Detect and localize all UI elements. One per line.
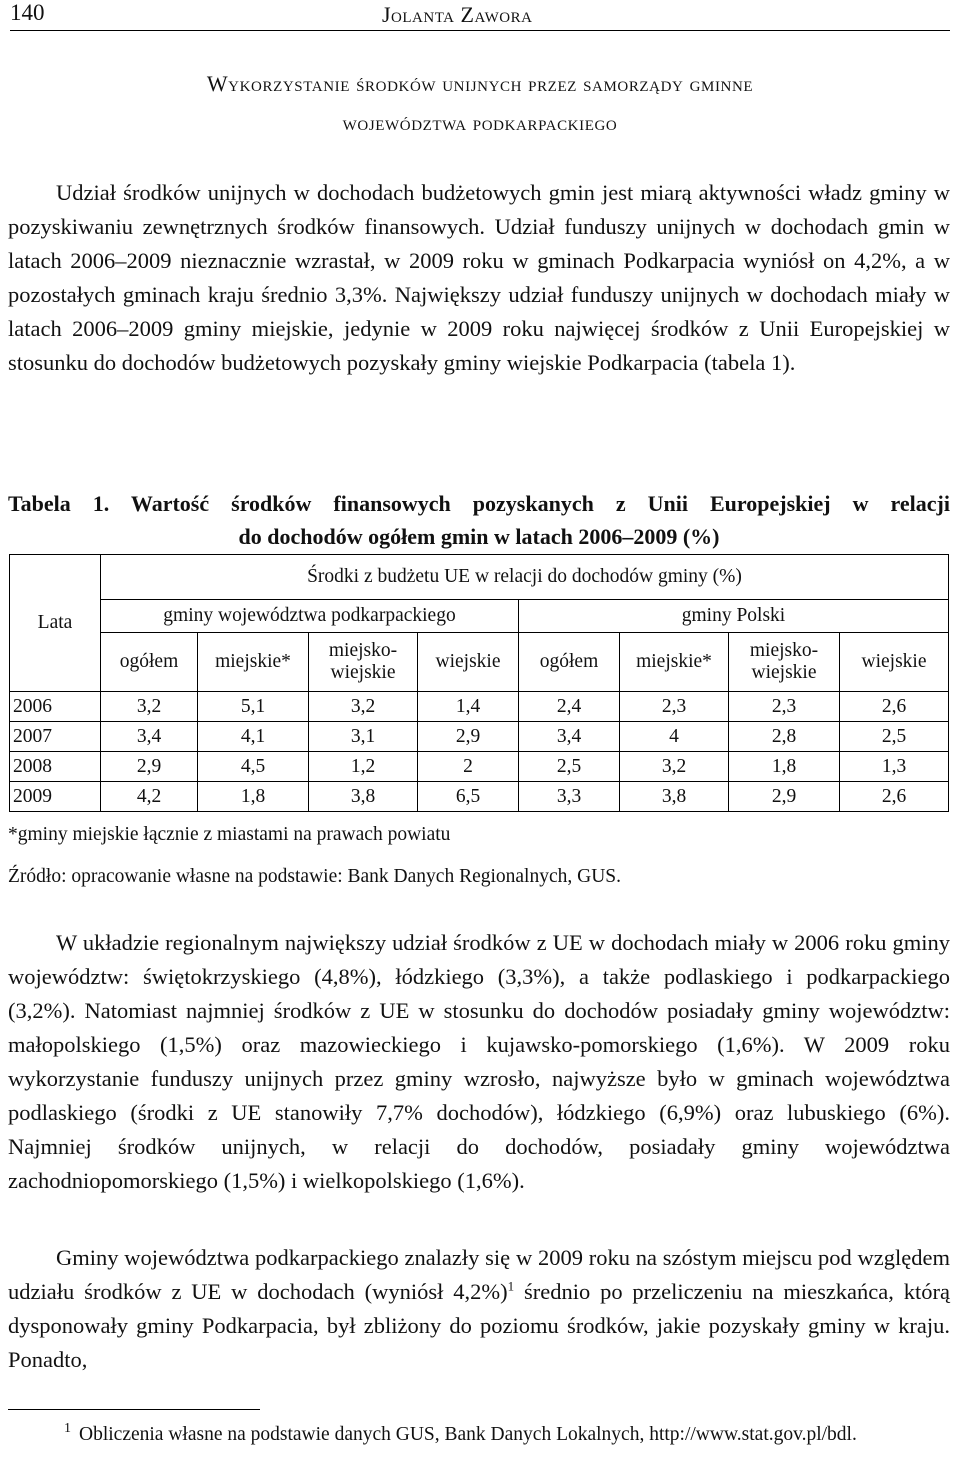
table-cell: 5,1 bbox=[198, 692, 309, 722]
table-cell: 2,6 bbox=[840, 782, 949, 812]
table-note: *gminy miejskie łącznie z miastami na prawach powiatu bbox=[8, 824, 451, 845]
table-cell: 1,4 bbox=[418, 692, 519, 722]
table-cell: 3,8 bbox=[309, 782, 418, 812]
table-row bbox=[10, 722, 949, 752]
footnote bbox=[8, 1418, 950, 1454]
table-source: Źródło: opracowanie własne na podstawie: Bank Danych Regionalnych, GUS. bbox=[8, 866, 622, 887]
running-head bbox=[10, 0, 950, 31]
table-cell: 6,5 bbox=[418, 782, 519, 812]
col-header: wiejskie bbox=[840, 633, 949, 692]
table-caption bbox=[8, 487, 950, 553]
paragraph-regional-text: W układzie regionalnym największy udział środków z UE w dochodach miały w 2006 roku gminy województw: świętokrzyskiego (4,8%), łódzkiego (3,3%), a także podlaskiego i podkarpackiego (3,2%). Natomiast najmniej środków z UE w stosunku do dochodów posiadały gminy województw: małopolskiego (1,5%) oraz mazowieckiego i kujawsko-pomorskiego (1,6%). W 2009 roku wykorzystanie funduszy unijnych przez gminy wzrosło, najwyższe było w gminach województwa podlaskiego (środki z UE stanowiły 7,7% dochodów), łódzkiego (6,9%) oraz lubuskiego (6%). Najmniej środków unijnych, w relacji do dochodów, posiadały gminy województwa zachodniopomorskiego (1,5%) i wielkopolskiego (1,6%). bbox=[8, 930, 950, 1193]
table-cell: 3,1 bbox=[309, 722, 418, 752]
table-cell: 2,9 bbox=[418, 722, 519, 752]
table-caption-line-2: do dochodów ogółem gmin w latach 2006–2009 (%) bbox=[238, 524, 720, 549]
col-header: miejsko-wiejskie bbox=[309, 633, 418, 692]
section-title-line-1: Wykorzystanie środków unijnych przez samorządy gminne bbox=[206, 71, 754, 96]
table-cell: 1,8 bbox=[729, 752, 840, 782]
table-cell: 1,3 bbox=[840, 752, 949, 782]
table-cell: 3,2 bbox=[101, 692, 198, 722]
paragraph-podkarpacie-start: Gminy województwa podkarpackiego znalazły się w 2009 roku na szóstym miejscu pod względem udziału środków z UE w dochodach (wyniósł 4,2%) bbox=[8, 1245, 950, 1304]
paragraph-podkarpacie-end: średnio po przeliczeniu na mieszkańca, którą dysponowały gminy Podkarpacia, był zbliżony do poziomu środków, jakie pozyskały gminy w kraju. Ponadto, bbox=[8, 1279, 950, 1372]
table-cell: 2,5 bbox=[840, 722, 949, 752]
col-header: miejskie* bbox=[620, 633, 729, 692]
table-group-row bbox=[10, 600, 949, 633]
table-cell: 2,4 bbox=[519, 692, 620, 722]
footnote-rule bbox=[8, 1409, 260, 1410]
table-cell: 2 bbox=[418, 752, 519, 782]
col-header: ogółem bbox=[519, 633, 620, 692]
super-header: Środki z budżetu UE w relacji do dochodów gminy (%) bbox=[101, 555, 949, 600]
table-cell-year: 2006 bbox=[10, 692, 101, 722]
table-cell: 2,9 bbox=[101, 752, 198, 782]
table-cell: 4,2 bbox=[101, 782, 198, 812]
table-cell-year: 2008 bbox=[10, 752, 101, 782]
col-header: miejskie* bbox=[198, 633, 309, 692]
col-header: miejsko-wiejskie bbox=[729, 633, 840, 692]
page-number: 140 bbox=[10, 0, 45, 25]
table-cell-year: 2007 bbox=[10, 722, 101, 752]
running-head-author: Jolanta Zawora bbox=[382, 2, 533, 27]
col-header: ogółem bbox=[101, 633, 198, 692]
intro-paragraph bbox=[8, 176, 950, 380]
col-header: wiejskie bbox=[418, 633, 519, 692]
table-cell: 2,9 bbox=[729, 782, 840, 812]
table-row bbox=[10, 752, 949, 782]
table-cell: 2,6 bbox=[840, 692, 949, 722]
footnote-number: 1 bbox=[64, 1421, 71, 1436]
table-cell: 2,5 bbox=[519, 752, 620, 782]
table-cell: 1,2 bbox=[309, 752, 418, 782]
section-title-line-2: województwa podkarpackiego bbox=[342, 110, 618, 135]
table-cell: 3,4 bbox=[101, 722, 198, 752]
group-header-polska: gminy Polski bbox=[519, 600, 949, 633]
col-header-lata: Lata bbox=[10, 555, 101, 692]
paragraph-podkarpacie-text bbox=[8, 1241, 950, 1377]
table-cell: 2,8 bbox=[729, 722, 840, 752]
table-cell: 3,4 bbox=[519, 722, 620, 752]
table-cell: 2,3 bbox=[729, 692, 840, 722]
table-cell: 3,3 bbox=[519, 782, 620, 812]
table-cell: 3,8 bbox=[620, 782, 729, 812]
table-header-row bbox=[10, 555, 949, 600]
table-row bbox=[10, 782, 949, 812]
table-cell: 2,3 bbox=[620, 692, 729, 722]
group-header-podkarpackie: gminy województwa podkarpackiego bbox=[101, 600, 519, 633]
data-table bbox=[9, 554, 949, 812]
table-cell: 4,5 bbox=[198, 752, 309, 782]
table-caption-line-1: Tabela 1. Wartość środków finansowych pozyskanych z Unii Europejskiej w relacji bbox=[8, 491, 950, 516]
footnote-text: Obliczenia własne na podstawie danych GUS, Bank Danych Lokalnych, http://www.stat.gov.pl/bdl. bbox=[79, 1424, 857, 1445]
table-cell: 1,8 bbox=[198, 782, 309, 812]
table-cell: 4,1 bbox=[198, 722, 309, 752]
paragraph-regional bbox=[8, 926, 950, 1198]
footnote-reference[interactable]: 1 bbox=[507, 1278, 515, 1294]
table-cell: 3,2 bbox=[309, 692, 418, 722]
table-subheader-row bbox=[10, 633, 949, 692]
table-cell-year: 2009 bbox=[10, 782, 101, 812]
table-cell: 4 bbox=[620, 722, 729, 752]
table-cell: 3,2 bbox=[620, 752, 729, 782]
table-row bbox=[10, 692, 949, 722]
paragraph-podkarpacie bbox=[8, 1241, 950, 1377]
intro-text: Udział środków unijnych w dochodach budżetowych gmin jest miarą aktywności władz gminy w pozyskiwaniu zewnętrznych środków finansowych. Udział funduszy unijnych w dochodach gmin w latach 2006–2009 nieznacznie wzrastał, w 2009 roku w gminach Podkarpacia wyniósł on 4,2%, a w pozostałych gminach kraju średnio 3,3%. Największy udział funduszy unijnych w dochodach miały w latach 2006–2009 gminy miejskie, jedynie w 2009 roku najwięcej środków z Unii Europejskiej w stosunku do dochodów budżetowych pozyskały gminy wiejskie Podkarpacia (tabela 1). bbox=[8, 180, 950, 375]
